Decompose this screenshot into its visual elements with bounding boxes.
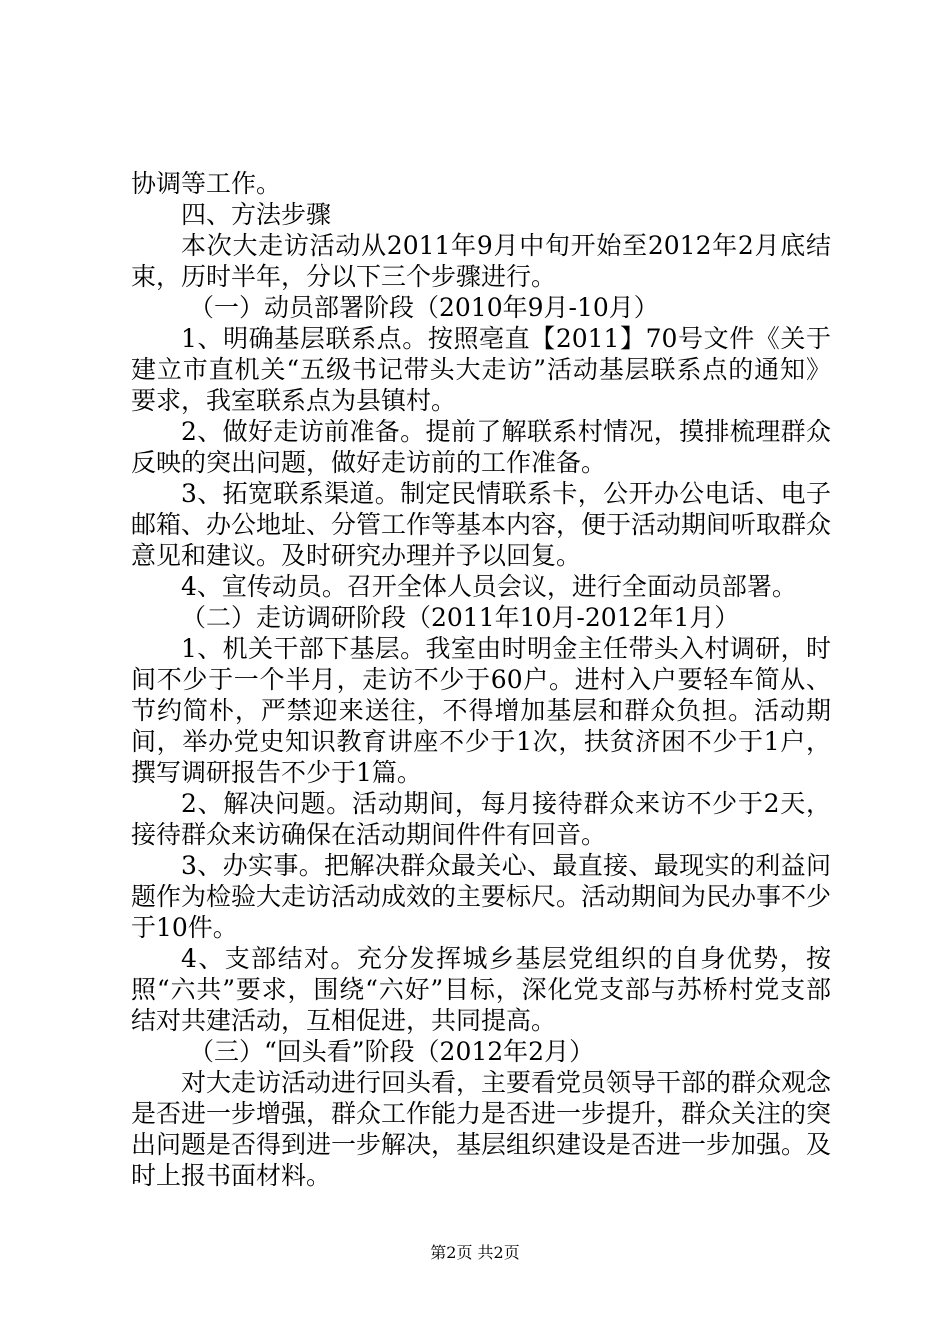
- stage-heading-1: （一）动员部署阶段（2010年9月-10月）: [189, 293, 659, 322]
- paragraph-stage1-item1: 1、明确基层联系点。按照亳直【2011】70号文件《关于建立市直机关“五级书记带头大走访”活动基层联系点的通知》要求，我室联系点为县镇村。: [131, 324, 831, 415]
- stage-heading-3: （三）“回头看”阶段（2012年2月）: [189, 1037, 595, 1066]
- paragraph-stage2-item2: 2、解决问题。活动期间，每月接待群众来访不少于2天，接待群众来访确保在活动期间件件有回音。: [131, 789, 831, 849]
- page-footer: 第2页 共2页: [430, 1243, 520, 1262]
- paragraph-stage1-item3: 3、拓宽联系渠道。制定民情联系卡，公开办公电话、电子邮箱、办公地址、分管工作等基本内容，便于活动期间听取群众意见和建议。及时研究办理并予以回复。: [131, 479, 832, 570]
- paragraph-stage2-item3: 3、办实事。把解决群众最关心、最直接、最现实的利益问题作为检验大走访活动成效的主要标尺。活动期间为民办事不少于10件。: [131, 851, 832, 942]
- paragraph-continuation: 协调等工作。: [131, 169, 282, 198]
- document-body: [131, 168, 831, 1191]
- section-heading-methods: 四、方法步骤: [181, 200, 332, 229]
- paragraph-intro: 本次大走访活动从2011年9月中旬开始至2012年2月底结束，历时半年，分以下三个步骤进行。: [131, 231, 831, 291]
- paragraph-stage2-item4: 4、支部结对。充分发挥城乡基层党组织的自身优势，按照“六共”要求，围绕“六好”目标，深化党支部与苏桥村党支部结对共建活动，互相促进，共同提高。: [131, 944, 831, 1035]
- paragraph-stage3: 对大走访活动进行回头看，主要看党员领导干部的群众观念是否进一步增强，群众工作能力是否进一步提升，群众关注的突出问题是否得到进一步解决，基层组织建设是否进一步加强。及时上报书面材料。: [131, 1068, 832, 1190]
- stage-heading-2: （二）走访调研阶段（2011年10月-2012年1月）: [181, 603, 740, 632]
- paragraph-stage2-item1: 1、机关干部下基层。我室由时明金主任带头入村调研，时间不少于一个半月，走访不少于60户。进村入户要轻车简从、节约简朴，严禁迎来送往，不得增加基层和群众负担。活动期间，举办党史知识教育讲座不少于1次，扶贫济困不少于1户，撰写调研报告不少于1篇。: [131, 634, 831, 787]
- paragraph-stage1-item4: 4、宣传动员。召开全体人员会议，进行全面动员部署。: [181, 572, 797, 601]
- paragraph-stage1-item2: 2、做好走访前准备。提前了解联系村情况，摸排梳理群众反映的突出问题，做好走访前的工作准备。: [131, 417, 831, 477]
